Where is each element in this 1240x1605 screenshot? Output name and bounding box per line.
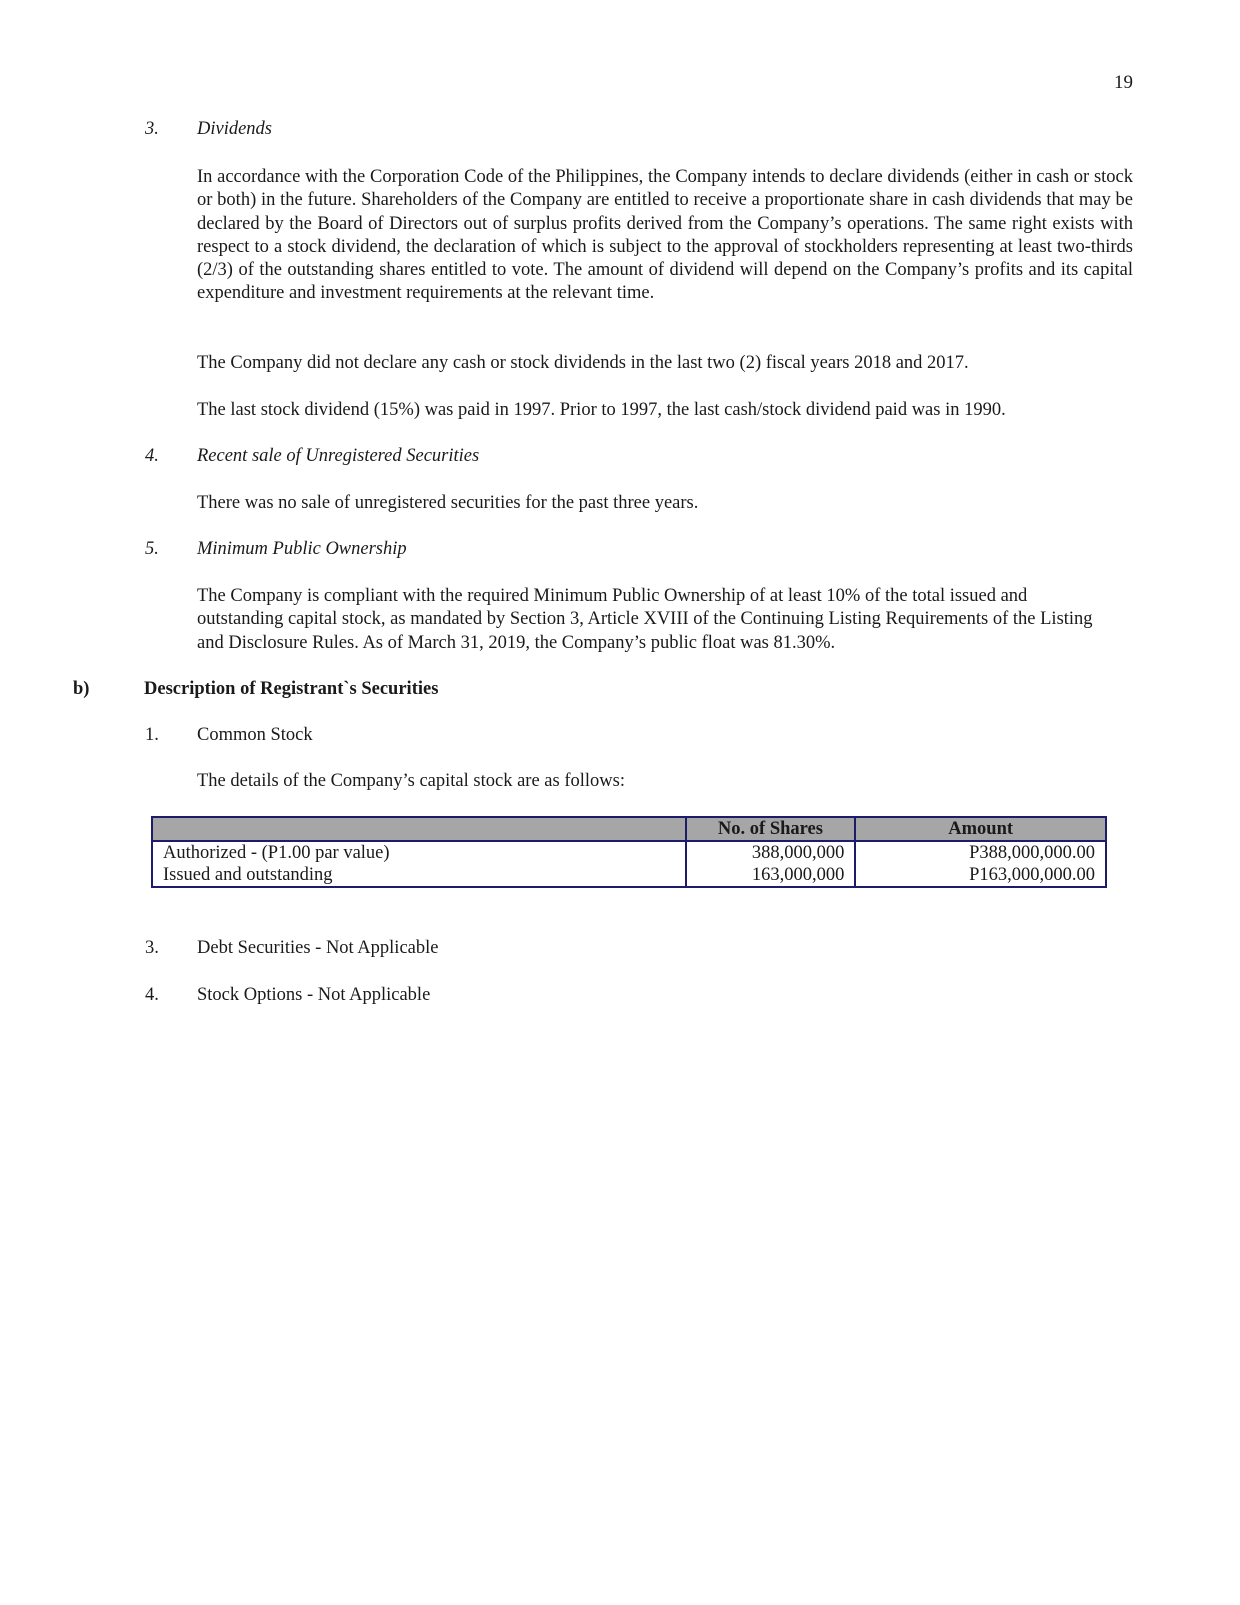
sub-1-number: 1. — [145, 725, 159, 745]
table-row — [152, 864, 1106, 887]
page-number: 19 — [1114, 72, 1133, 93]
item-3-title: Dividends — [197, 119, 273, 139]
item-5-title: Minimum Public Ownership — [197, 539, 407, 559]
unregistered-securities-paragraph: There was no sale of unregistered securities for the past three years. — [197, 493, 699, 513]
table-cell-label: Issued and outstanding — [152, 864, 686, 887]
public-ownership-paragraph: The Company is compliant with the required Minimum Public Ownership of at least 10% of the total issued and outstanding capital stock, as mandated by Section 3, Article XVIII of the Continuing Listing Requirements of the Listing and Disclosure Rules. As of March 31, 2019, the Company’s public float was 81.30%. — [197, 586, 1093, 653]
item-5-number: 5. — [145, 539, 159, 559]
section-b-title: Description of Registrant`s Securities — [144, 679, 439, 699]
capital-stock-intro: The details of the Company’s capital stock are as follows: — [197, 771, 625, 791]
dividends-paragraph-1: In accordance with the Corporation Code of the Philippines, the Company intends to declare dividends (either in cash or stock or both) in the future. Shareholders of the Company are entitled to receive a proportionate share in cash dividends that may be declared by the Board of Directors out of surplus profits derived from the Company’s operations. The same right exists with respect to a stock dividend, the declaration of which is subject to the approval of stockholders representing at least two-thirds (2/3) of the outstanding shares entitled to vote. The amount of dividend will depend on the Company’s profits and its capital expenditure and investment requirements at the relevant time. — [197, 167, 1133, 304]
table-cell-label: Authorized - (P1.00 par value) — [152, 841, 686, 864]
section-b-label: b) — [73, 679, 90, 699]
table-cell-amount: P388,000,000.00 — [855, 841, 1106, 864]
item-4-title: Recent sale of Unregistered Securities — [197, 446, 480, 466]
item-3-number: 3. — [145, 119, 159, 139]
stock-options-text: Stock Options - Not Applicable — [197, 985, 431, 1005]
table-cell-shares: 388,000,000 — [686, 841, 856, 864]
dividends-paragraph-3: The last stock dividend (15%) was paid in 1997. Prior to 1997, the last cash/stock dividend paid was in 1990. — [197, 400, 1006, 420]
table-header-row — [152, 817, 1106, 841]
dividends-paragraph-2: The Company did not declare any cash or stock dividends in the last two (2) fiscal years 2018 and 2017. — [197, 353, 969, 373]
table-header-blank — [152, 817, 686, 841]
debt-securities-text: Debt Securities - Not Applicable — [197, 938, 439, 958]
sub-4-number: 4. — [145, 985, 159, 1005]
table-header-amount: Amount — [855, 817, 1106, 841]
sub-3-number: 3. — [145, 938, 159, 958]
table-header-shares: No. of Shares — [686, 817, 856, 841]
table-row — [152, 841, 1106, 864]
item-4-number: 4. — [145, 446, 159, 466]
table-cell-shares: 163,000,000 — [686, 864, 856, 887]
table-cell-amount: P163,000,000.00 — [855, 864, 1106, 887]
capital-stock-table — [151, 816, 1107, 888]
sub-1-title: Common Stock — [197, 725, 313, 745]
